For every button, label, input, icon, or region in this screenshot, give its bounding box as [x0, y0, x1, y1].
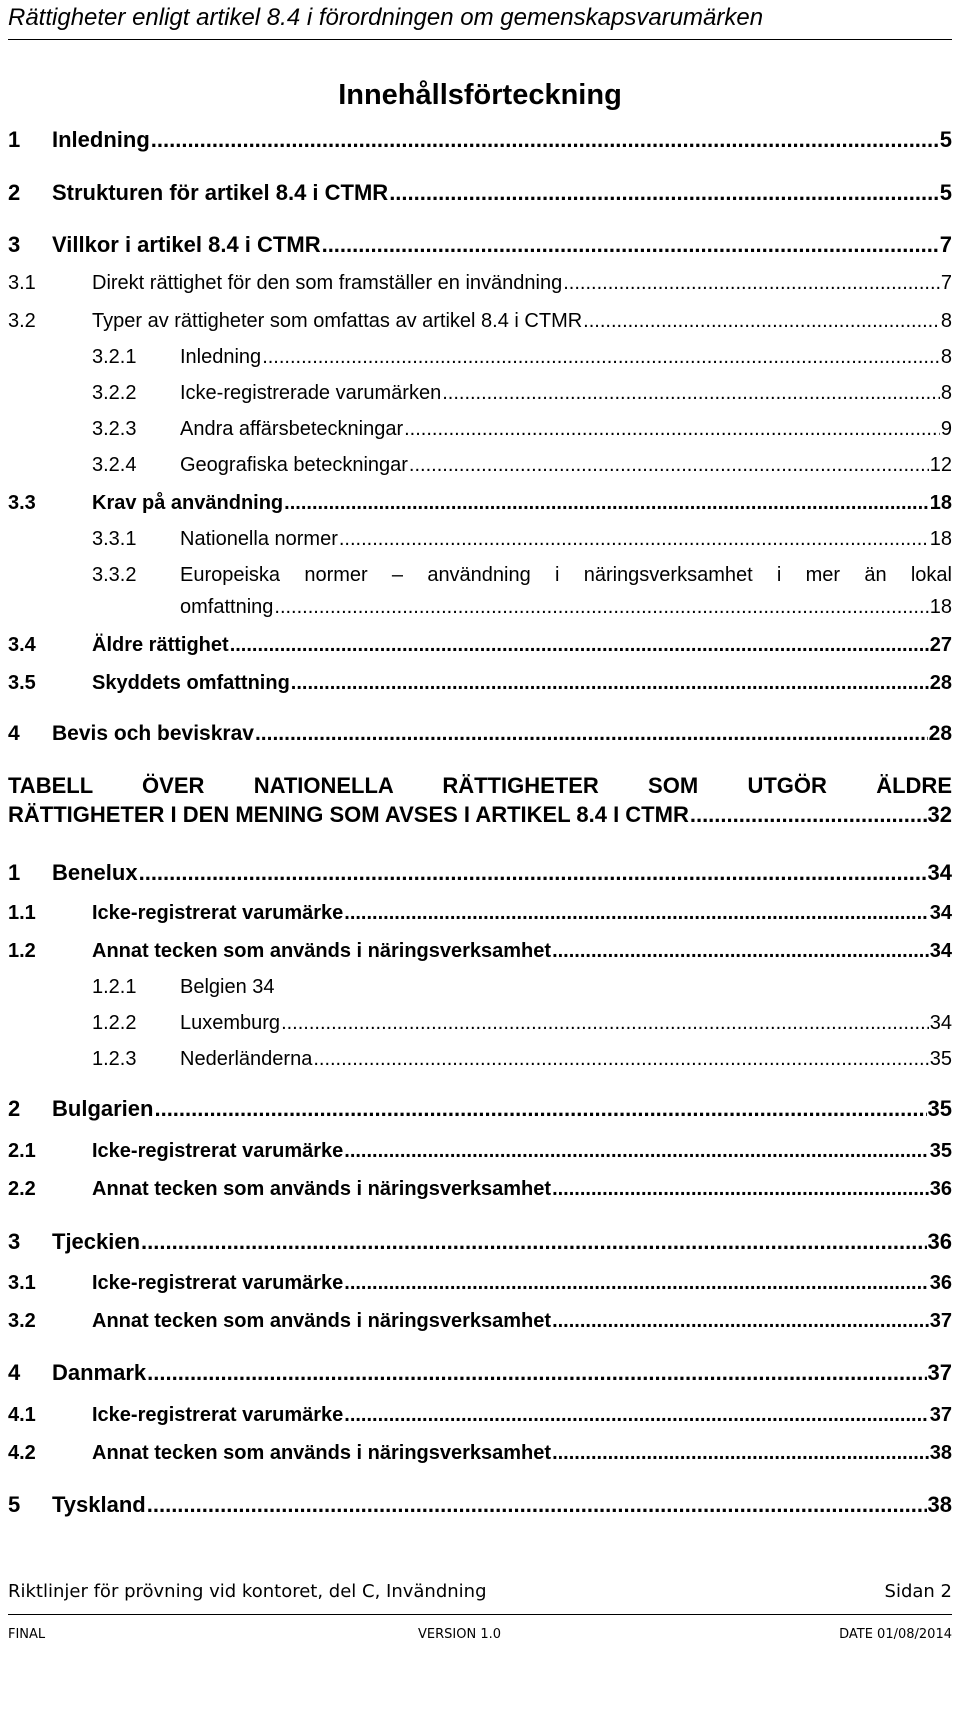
toc-entry-page: 36 [927, 1229, 952, 1254]
toc-entry-page: 18 [929, 596, 952, 618]
toc-leader-dots [409, 454, 929, 477]
toc-entry-page: 36 [929, 1178, 952, 1200]
toc-entry[interactable] [8, 1310, 952, 1333]
toc-leader-dots [151, 127, 939, 153]
toc-entry-number: 1.1 [8, 902, 36, 924]
toc-entry-number: 1.2 [8, 940, 36, 962]
toc-entry-text: Icke-registrerade varumärken [180, 382, 442, 404]
toc-entry-page: 9 [940, 418, 952, 440]
toc-entry-text: Villkor i artikel 8.4 i CTMR [52, 232, 321, 257]
toc-entry[interactable] [8, 310, 952, 333]
toc-entry-text: Icke-registrerat varumärke [92, 902, 344, 924]
toc-entry-number: 3.2.1 [92, 346, 137, 368]
toc-entry[interactable] [8, 860, 952, 886]
footer-document-title: Riktlinjer för prövning vid kontoret, del C, Invändning [8, 1581, 487, 1602]
toc-entry[interactable] [8, 1096, 952, 1122]
toc-leader-dots [274, 596, 928, 619]
toc-entry-page: 27 [929, 634, 952, 656]
toc-leader-dots [262, 346, 940, 369]
toc-entry-number: 4 [8, 722, 20, 745]
toc-entry[interactable] [8, 1442, 952, 1465]
toc-entry-page: 7 [939, 232, 952, 257]
toc-entry-number: 3.3.1 [92, 528, 137, 550]
toc-entry-number: 1.2.3 [92, 1048, 137, 1070]
toc-entry-number: 4.1 [8, 1404, 36, 1426]
toc-entry-text: RÄTTIGHETER I DEN MENING SOM AVSES I ARTIKEL 8.4 I CTMR [8, 802, 689, 827]
toc-leader-dots [255, 722, 928, 746]
toc-leader-dots [344, 1140, 928, 1163]
toc-entry-number: 3.2.4 [92, 454, 137, 476]
toc-entry-page: 34 [927, 860, 952, 885]
toc-entry-text: Icke-registrerat varumärke [92, 1272, 344, 1294]
toc-entry-text: Inledning [52, 127, 150, 152]
toc-entry[interactable] [8, 1140, 952, 1163]
toc-leader-dots [552, 1442, 929, 1465]
toc-entry-number: 2.2 [8, 1178, 36, 1200]
toc-entry-text: Bevis och beviskrav [52, 722, 254, 745]
footer-page-number: Sidan 2 [884, 1581, 952, 1602]
toc-entry[interactable] [8, 1404, 952, 1427]
toc-entry-number: 4.2 [8, 1442, 36, 1464]
toc-entry-number: 2 [8, 1096, 21, 1121]
toc-leader-dots [344, 902, 928, 925]
header-rule [8, 39, 952, 40]
toc-leader-dots [322, 232, 939, 258]
toc-entry[interactable] [8, 634, 952, 657]
toc-entry-text: Icke-registrerat varumärke [92, 1404, 344, 1426]
toc-entry-page: 5 [939, 127, 952, 152]
toc-entry-page: 38 [927, 1492, 952, 1517]
toc-entry-number: 4 [8, 1360, 21, 1385]
toc-entry-text: Krav på användning [92, 492, 284, 514]
toc-entry-number: 1.2.2 [92, 1012, 137, 1034]
toc-entry[interactable] [92, 976, 275, 999]
toc-entry-number: 3.2.3 [92, 418, 137, 440]
toc-entry-text: Skyddets omfattning [92, 672, 290, 694]
toc-leader-dots [552, 1178, 929, 1201]
toc-leader-dots [344, 1272, 928, 1295]
toc-entry-number: 3 [8, 232, 21, 257]
toc-entry-page: 5 [939, 180, 952, 205]
toc-entry[interactable] [8, 1492, 952, 1518]
toc-entry[interactable] [8, 232, 952, 258]
toc-leader-dots [339, 528, 929, 551]
toc-entry-page: 28 [929, 672, 952, 694]
toc-entry-text: Geografiska beteckningar [180, 454, 408, 476]
toc-entry-number: 2 [8, 180, 21, 205]
toc-entry[interactable] [8, 1229, 952, 1255]
toc-entry[interactable] [8, 940, 952, 963]
footer-date: DATE 01/08/2014 [839, 1627, 952, 1642]
toc-entry-text: omfattning [180, 596, 274, 618]
toc-entry-number: 3.3 [8, 492, 36, 514]
toc-entry[interactable] [92, 1012, 952, 1035]
toc-entry-number: 2.1 [8, 1140, 36, 1162]
footer-rule [8, 1614, 952, 1615]
toc-entry-page: 12 [929, 454, 952, 476]
toc-entry-page: 18 [929, 492, 952, 514]
toc-entry-text: Nederländerna [180, 1048, 313, 1070]
toc-entry-number: 5 [8, 1492, 21, 1517]
toc-entry[interactable] [92, 1048, 952, 1071]
toc-entry-page: 8 [940, 310, 952, 332]
toc-entry-continuation[interactable] [8, 802, 952, 828]
toc-entry[interactable] [8, 127, 952, 153]
toc-entry[interactable] [8, 1272, 952, 1295]
toc-entry-page: 35 [929, 1140, 952, 1162]
toc-entry-page: 18 [929, 528, 952, 550]
toc-entry[interactable] [8, 672, 952, 695]
toc-entry-text: Annat tecken som används i näringsverksamhet [92, 1178, 552, 1200]
toc-entry-text: Inledning [180, 346, 262, 368]
toc-entry[interactable] [8, 902, 952, 925]
toc-entry[interactable] [92, 418, 952, 441]
toc-entry[interactable] [8, 722, 952, 746]
toc-entry-number: 3.2 [8, 310, 36, 332]
toc-entry[interactable] [92, 528, 952, 551]
toc-entry-text: Benelux [52, 860, 138, 885]
toc-entry-text: Tjeckien [52, 1229, 141, 1254]
toc-entry-page: 34 [929, 1012, 952, 1034]
toc-leader-dots [313, 1048, 928, 1071]
toc-entry-text: Belgien 34 [180, 976, 275, 998]
toc-entry-number: 3.3.2 [92, 564, 137, 586]
toc-entry-number: 3.1 [8, 272, 36, 294]
toc-entry-page: 34 [929, 902, 952, 924]
toc-leader-dots [404, 418, 940, 441]
toc-entry-text: Nationella normer [180, 528, 338, 550]
toc-entry-number: 3 [8, 1229, 21, 1254]
toc-leader-dots [147, 1360, 926, 1386]
toc-entry-text: Danmark [52, 1360, 147, 1385]
toc-leader-dots [552, 940, 929, 963]
toc-entry-page: 34 [929, 940, 952, 962]
toc-entry-number: 1.2.1 [92, 976, 137, 998]
toc-leader-dots [583, 310, 940, 333]
toc-entry-page: 7 [940, 272, 952, 294]
toc-entry-page: 38 [929, 1442, 952, 1464]
toc-leader-dots [141, 1229, 926, 1255]
toc-entry-text: Annat tecken som används i näringsverksamhet [92, 940, 552, 962]
toc-entry[interactable] [180, 564, 952, 587]
toc-entry[interactable] [8, 1178, 952, 1201]
toc-entry[interactable] [8, 1360, 952, 1386]
toc-entry-number: 3.2.2 [92, 382, 137, 404]
toc-leader-dots [147, 1492, 927, 1518]
toc-entry-page: 8 [940, 346, 952, 368]
toc-entry-number: 1 [8, 127, 21, 152]
toc-leader-dots [442, 382, 940, 405]
toc-entry-number: 3.1 [8, 1272, 36, 1294]
toc-entry-page: 35 [929, 1048, 952, 1070]
toc-entry-text: Annat tecken som används i näringsverksamhet [92, 1442, 552, 1464]
toc-entry-page: 36 [929, 1272, 952, 1294]
toc-leader-dots [291, 672, 929, 695]
toc-title: Innehållsförteckning [338, 79, 622, 111]
running-header: Rättigheter enligt artikel 8.4 i förordningen om gemenskapsvarumärken [8, 4, 764, 31]
toc-entry-number: 3.5 [8, 672, 36, 694]
toc-entry-page: 37 [927, 1360, 952, 1385]
toc-entry-number: 3.4 [8, 634, 36, 656]
footer-version: VERSION 1.0 [418, 1627, 501, 1642]
toc-leader-dots [284, 492, 929, 515]
toc-leader-dots [154, 1096, 926, 1122]
toc-entry-page: 37 [929, 1310, 952, 1332]
toc-entry[interactable] [92, 346, 952, 369]
toc-entry[interactable] [8, 492, 952, 515]
toc-entry-page: 37 [929, 1404, 952, 1426]
toc-leader-dots [563, 272, 940, 295]
toc-entry-text: Direkt rättighet för den som framställer en invändning [92, 272, 563, 294]
toc-entry-text: Annat tecken som används i näringsverksamhet [92, 1310, 552, 1332]
toc-entry-number: 3.2 [8, 1310, 36, 1332]
toc-entry-page: 32 [927, 802, 952, 827]
toc-entry-text: Typer av rättigheter som omfattas av artikel 8.4 i CTMR [92, 310, 583, 332]
toc-entry-text: Äldre rättighet [92, 634, 229, 656]
toc-entry[interactable] [92, 382, 952, 405]
toc-leader-dots [230, 634, 929, 657]
toc-entry[interactable] [8, 272, 952, 295]
toc-entry-number: 1 [8, 860, 21, 885]
toc-entry-continuation[interactable] [180, 596, 952, 619]
toc-entry[interactable] [8, 180, 952, 206]
toc-entry-page: 35 [927, 1096, 952, 1121]
toc-leader-dots [552, 1310, 929, 1333]
footer-status: FINAL [8, 1627, 46, 1642]
toc-leader-dots [389, 180, 939, 206]
toc-entry-text: Strukturen för artikel 8.4 i CTMR [52, 180, 389, 205]
toc-entry-page: 8 [940, 382, 952, 404]
toc-entry-text: Luxemburg [180, 1012, 281, 1034]
toc-leader-dots [281, 1012, 929, 1035]
toc-leader-dots [690, 802, 927, 828]
toc-entry-text: Tyskland [52, 1492, 146, 1517]
toc-entry-page: 28 [928, 722, 952, 745]
toc-entry[interactable] [92, 454, 952, 477]
toc-entry-text: Bulgarien [52, 1096, 154, 1121]
toc-entry-text: Europeiska normer – användning i näringsverksamhet i mer än lokal [180, 564, 952, 586]
toc-leader-dots [344, 1404, 928, 1427]
toc-entry-text: Andra affärsbeteckningar [180, 418, 404, 440]
toc-entry-text[interactable]: TABELL ÖVER NATIONELLA RÄTTIGHETER SOM UTGÖR ÄLDRE [8, 773, 952, 798]
toc-entry-text: Icke-registrerat varumärke [92, 1140, 344, 1162]
toc-leader-dots [139, 860, 927, 886]
